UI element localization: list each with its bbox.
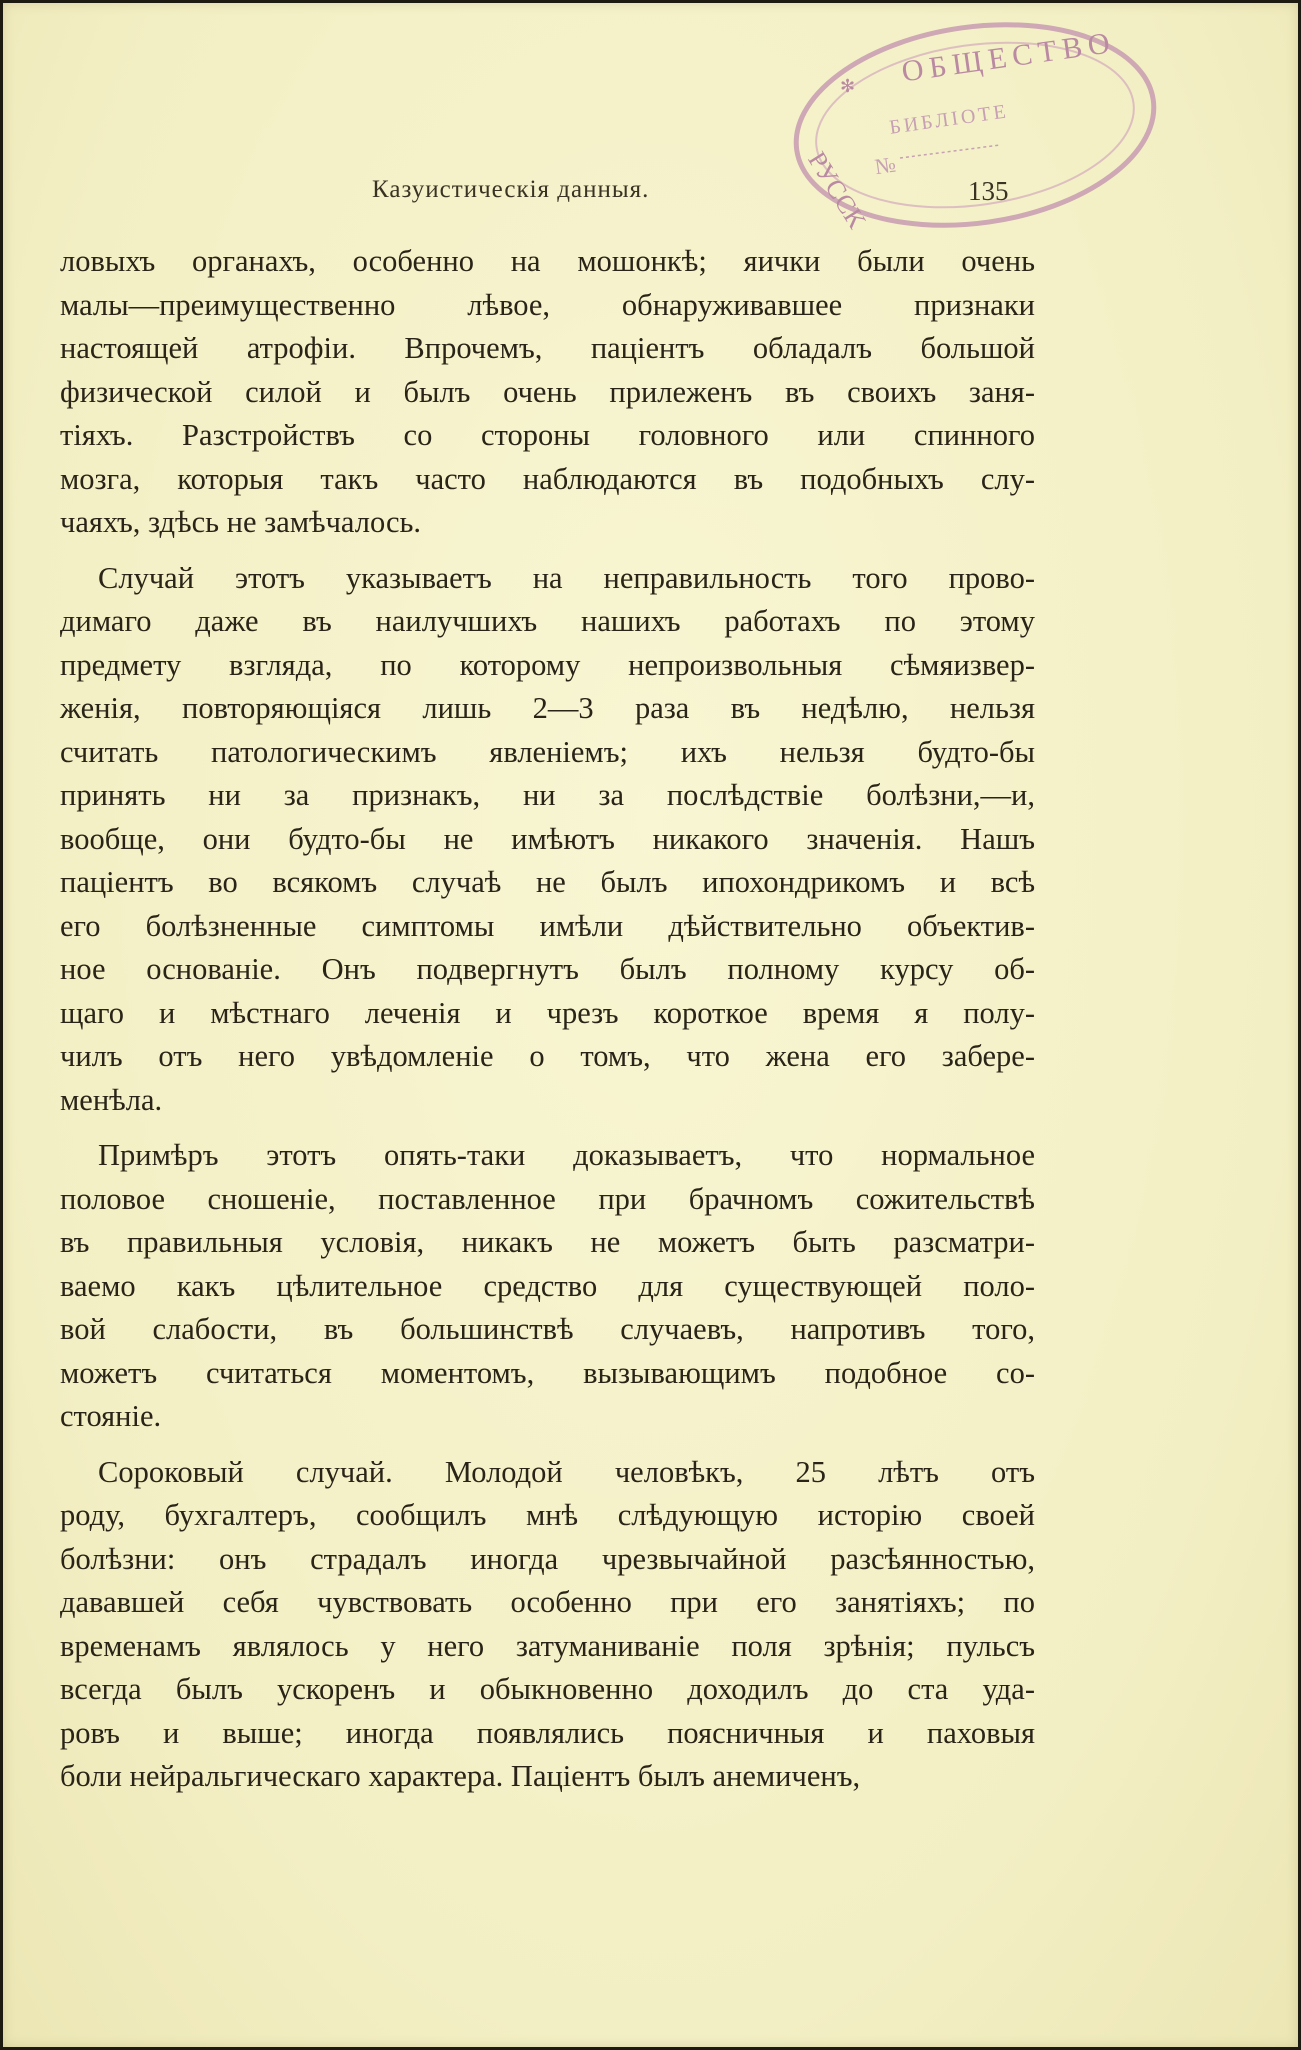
text-line: мозга, которыя такъ часто наблюдаются въ подобныхъ слу- (60, 461, 1035, 496)
text-line: чилъ отъ него увѣдомленіе о томъ, что жена его забере- (60, 1039, 1035, 1073)
text-line: ное основаніе. Онъ подвергнутъ былъ полному курсу об- (60, 952, 1035, 986)
text-line: вой слабости, въ большинствѣ случаевъ, напротивъ того, (60, 1312, 1035, 1346)
text-line: тіяхъ. Разстройствъ со стороны головного или спинного (60, 418, 1035, 452)
text-line: щаго и мѣстнаго леченія и чрезъ короткое время я полу- (60, 995, 1035, 1030)
text-line: ровъ и выше; иногда появлялись поясничныя и паховыя (60, 1715, 1035, 1750)
running-head: Казуистическія данныя. (372, 176, 650, 203)
text-line: его болѣзненные симптомы имѣли дѣйствительно объектив- (60, 908, 1035, 943)
text-line: Сороковый случай. Молодой человѣкъ, 25 лѣтъ отъ (98, 1454, 1035, 1489)
paragraph (60, 1134, 1035, 1439)
text-line: чаяхъ, здѣсь не замѣчалось. (60, 505, 422, 539)
svg-text:✻: ✻ (840, 76, 856, 96)
text-line: женія, повторяющіяся лишь 2—3 раза въ недѣлю, нельзя (60, 691, 1035, 725)
text-line: менѣла. (60, 1082, 163, 1117)
stamp-middle-text: БИБЛІОТЕ (888, 100, 1010, 139)
text-line: стояніе. (60, 1399, 162, 1433)
text-line: физической силой и былъ очень прилеженъ въ своихъ заня- (60, 374, 1035, 409)
text-line: болѣзни: онъ страдалъ иногда чрезвычайной разсѣянностью, (60, 1541, 1035, 1576)
text-line: ваемо какъ цѣлительное средство для существующей поло- (60, 1268, 1035, 1303)
text-line: ловыхъ органахъ, особенно на мошонкѣ; яички были очень (60, 244, 1035, 278)
library-stamp (760, 10, 1170, 250)
page-header (0, 172, 1301, 212)
body-text (60, 240, 1035, 1811)
stamp-icon (760, 10, 1170, 250)
text-line: временамъ являлось у него затуманиваніе поля зрѣнія; пульсъ (60, 1628, 1035, 1663)
text-line: боли нейральгическаго характера. Паціентъ былъ анемиченъ, (60, 1759, 861, 1793)
text-line: считать патологическимъ явленіемъ; ихъ нельзя будто-бы (60, 734, 1035, 769)
paragraph (60, 1451, 1035, 1799)
text-line: можетъ считаться моментомъ, вызывающимъ подобное со- (60, 1355, 1035, 1390)
text-line: въ правильныя условія, никакъ не можетъ быть разсматри- (60, 1225, 1035, 1259)
text-line: всегда былъ ускоренъ и обыкновенно доходилъ до ста уда- (60, 1672, 1035, 1706)
stamp-bottom-text: РУССК (802, 146, 872, 234)
text-line: роду, бухгалтеръ, сообщилъ мнѣ слѣдующую исторію своей (60, 1498, 1035, 1532)
text-line: настоящей атрофіи. Впрочемъ, паціентъ обладалъ большой (60, 331, 1035, 365)
text-line: половое сношеніе, поставленное при брачномъ сожительствѣ (60, 1181, 1035, 1216)
text-line: вообще, они будто-бы не имѣютъ никакого значенія. Нашъ (60, 821, 1035, 856)
text-line: предмету взгляда, по которому непроизвольныя сѣмяизвер- (60, 647, 1035, 682)
paragraph (60, 557, 1035, 1123)
stamp-number-label: № (873, 151, 898, 180)
text-line: малы—преимущественно лѣвое, обнаруживавшее признаки (60, 287, 1035, 322)
text-line: Примѣръ этотъ опять-таки доказываетъ, что нормальное (98, 1138, 1035, 1172)
text-line: дававшей себя чувствовать особенно при его занятіяхъ; по (60, 1585, 1035, 1619)
text-line: димаго даже въ наилучшихъ нашихъ работахъ по этому (60, 604, 1035, 638)
text-line: паціентъ во всякомъ случаѣ не былъ ипохондрикомъ и всѣ (60, 865, 1035, 899)
text-line: принять ни за признакъ, ни за послѣдствіе болѣзни,—и, (60, 778, 1035, 812)
stamp-top-text: ОБЩЕСТВО (899, 25, 1118, 89)
paragraph (60, 240, 1035, 545)
text-line: Случай этотъ указываетъ на неправильность того прово- (98, 560, 1035, 595)
page-number: 135 (968, 176, 1009, 206)
